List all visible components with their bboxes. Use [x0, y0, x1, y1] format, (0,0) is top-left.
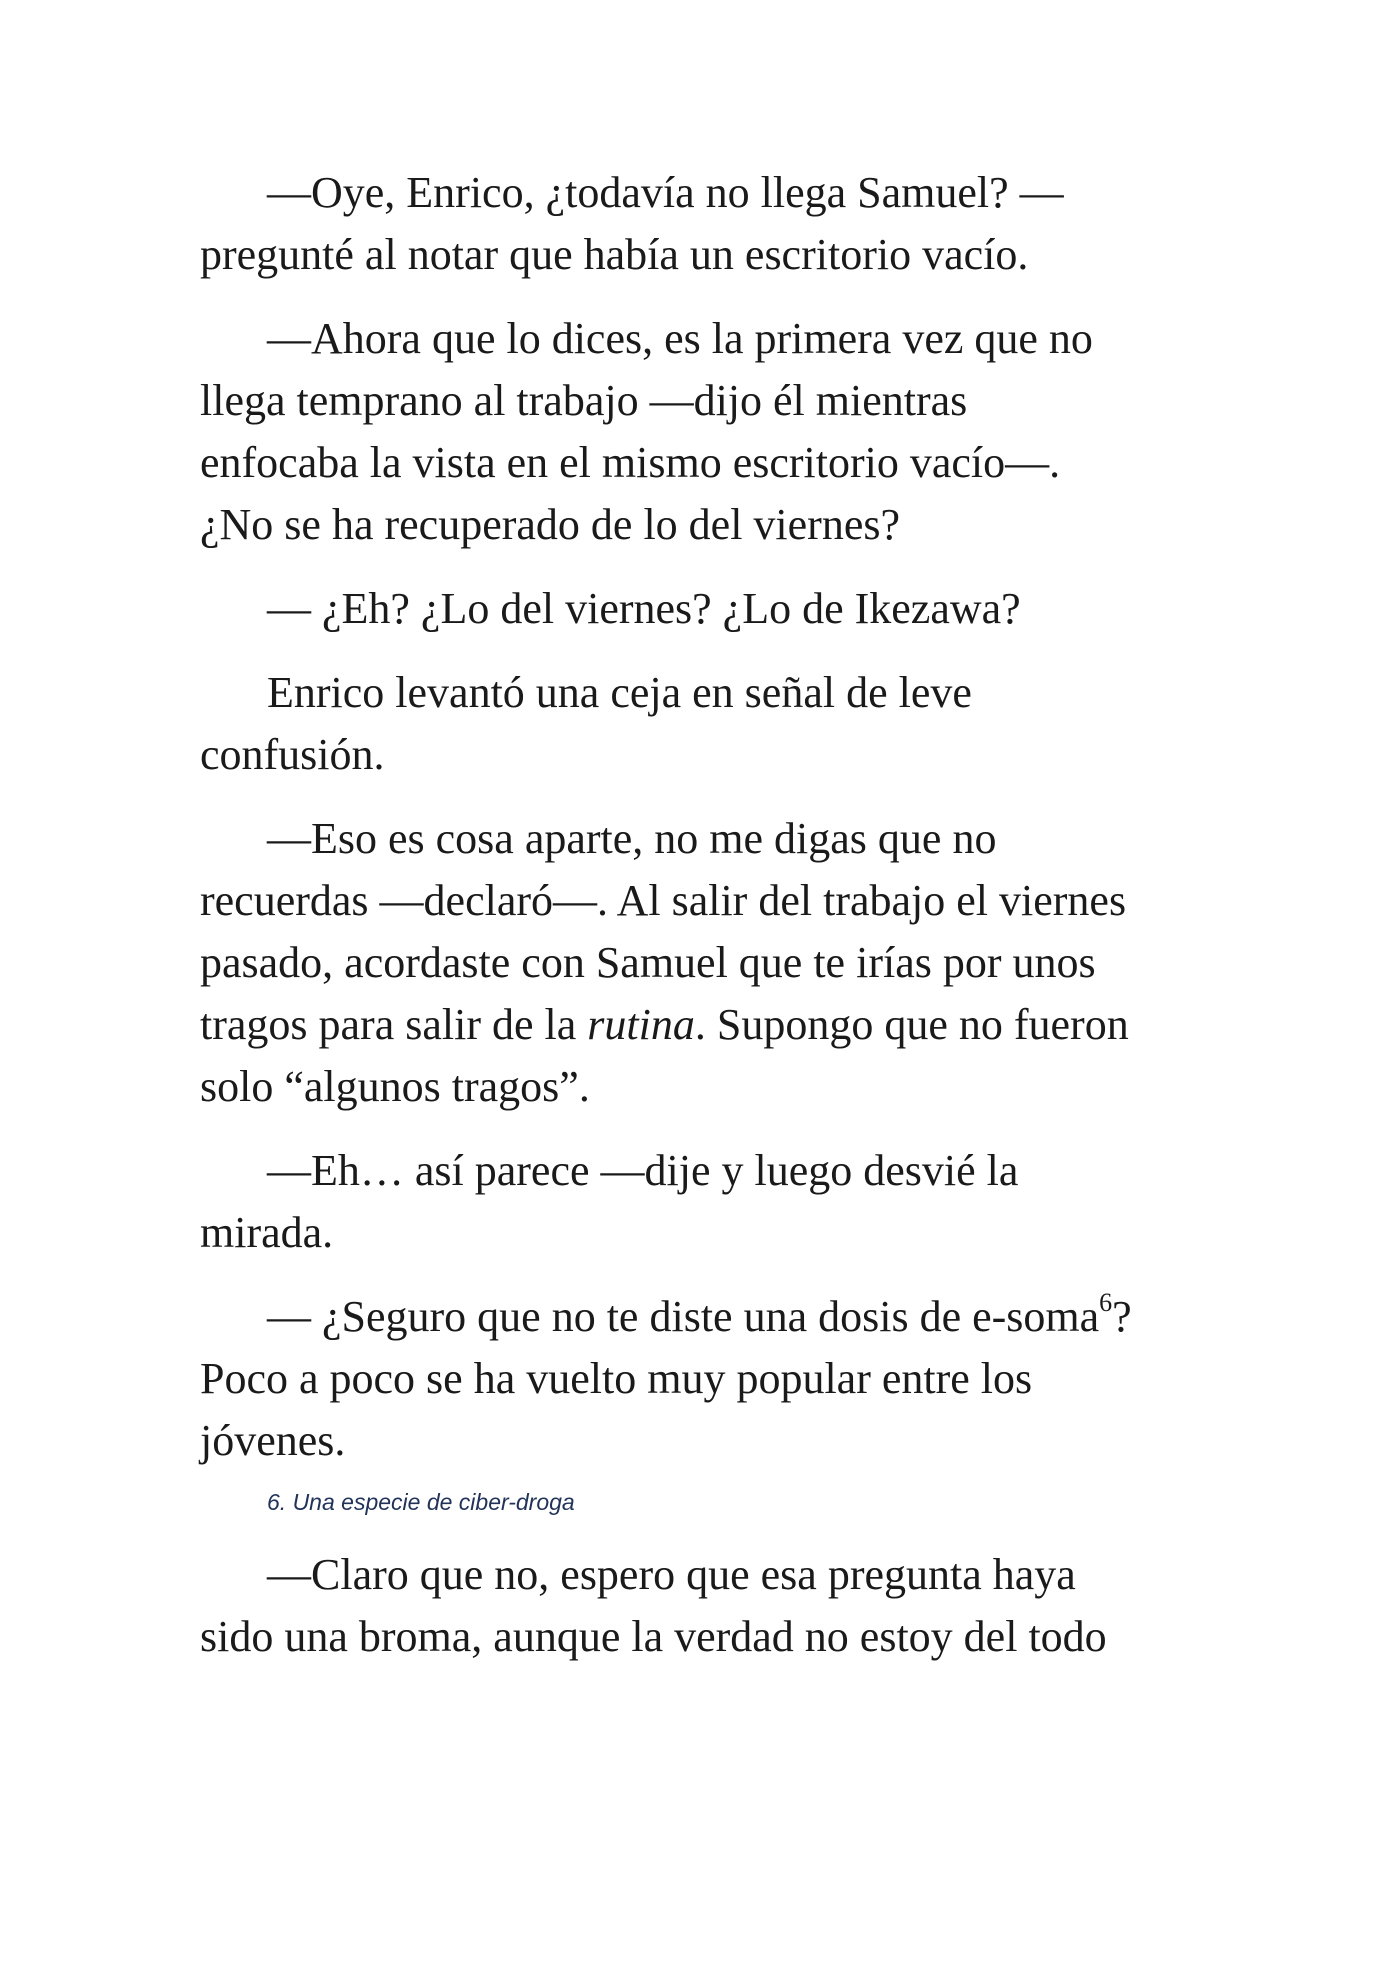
text-line: pregunté al notar que había un escritorio vacío.	[200, 230, 1029, 279]
text-line: solo “algunos tragos”.	[200, 1062, 590, 1111]
text-line: pasado, acordaste con Samuel que te irías por unos	[200, 938, 1096, 987]
text-line: ¿No se ha recuperado de lo del viernes?	[200, 500, 901, 549]
text-segment: tragos para salir de la	[200, 1000, 588, 1049]
text-line: recuerdas —declaró—. Al salir del trabajo el viernes	[200, 876, 1127, 925]
text-segment: — ¿Seguro que no te diste una dosis de e-soma	[267, 1292, 1100, 1341]
text-segment: . Supongo que no fueron	[694, 1000, 1129, 1049]
paragraph-8	[200, 1544, 1200, 1668]
text-line: jóvenes.	[200, 1416, 346, 1465]
paragraph-2	[200, 308, 1200, 556]
text-line: —Eso es cosa aparte, no me digas que no	[267, 814, 997, 863]
paragraph-5	[200, 808, 1200, 1118]
text-line: Poco a poco se ha vuelto muy popular entre los	[200, 1354, 1033, 1403]
text-line-with-footnote-ref	[200, 1286, 1200, 1348]
footnote: 6. Una especie de ciber-droga	[267, 1489, 575, 1515]
text-line: sido una broma, aunque la verdad no estoy del todo	[200, 1612, 1107, 1661]
text-line: confusión.	[200, 730, 385, 779]
text-line: — ¿Eh? ¿Lo del viernes? ¿Lo de Ikezawa?	[267, 584, 1021, 633]
text-line: llega temprano al trabajo —dijo él mientras	[200, 376, 968, 425]
paragraph-6	[200, 1140, 1200, 1264]
emphasized-word: rutina	[587, 1000, 695, 1049]
body-text	[200, 162, 1200, 1690]
paragraph-3	[200, 578, 1200, 640]
text-segment: ?	[1112, 1292, 1132, 1341]
footnote-reference: 6	[1099, 1288, 1113, 1318]
text-line: Enrico levantó una ceja en señal de leve	[267, 668, 972, 717]
text-line: —Oye, Enrico, ¿todavía no llega Samuel? —	[267, 168, 1064, 217]
text-line: enfocaba la vista en el mismo escritorio vacío—.	[200, 438, 1061, 487]
text-line-with-emphasis	[200, 994, 1200, 1056]
text-line: —Claro que no, espero que esa pregunta haya	[267, 1550, 1076, 1599]
text-line: —Eh… así parece —dije y luego desvié la	[267, 1146, 1019, 1195]
text-line: —Ahora que lo dices, es la primera vez que no	[267, 314, 1093, 363]
paragraph-7	[200, 1286, 1200, 1472]
paragraph-4	[200, 662, 1200, 786]
text-line: mirada.	[200, 1208, 334, 1257]
paragraph-1	[200, 162, 1200, 286]
